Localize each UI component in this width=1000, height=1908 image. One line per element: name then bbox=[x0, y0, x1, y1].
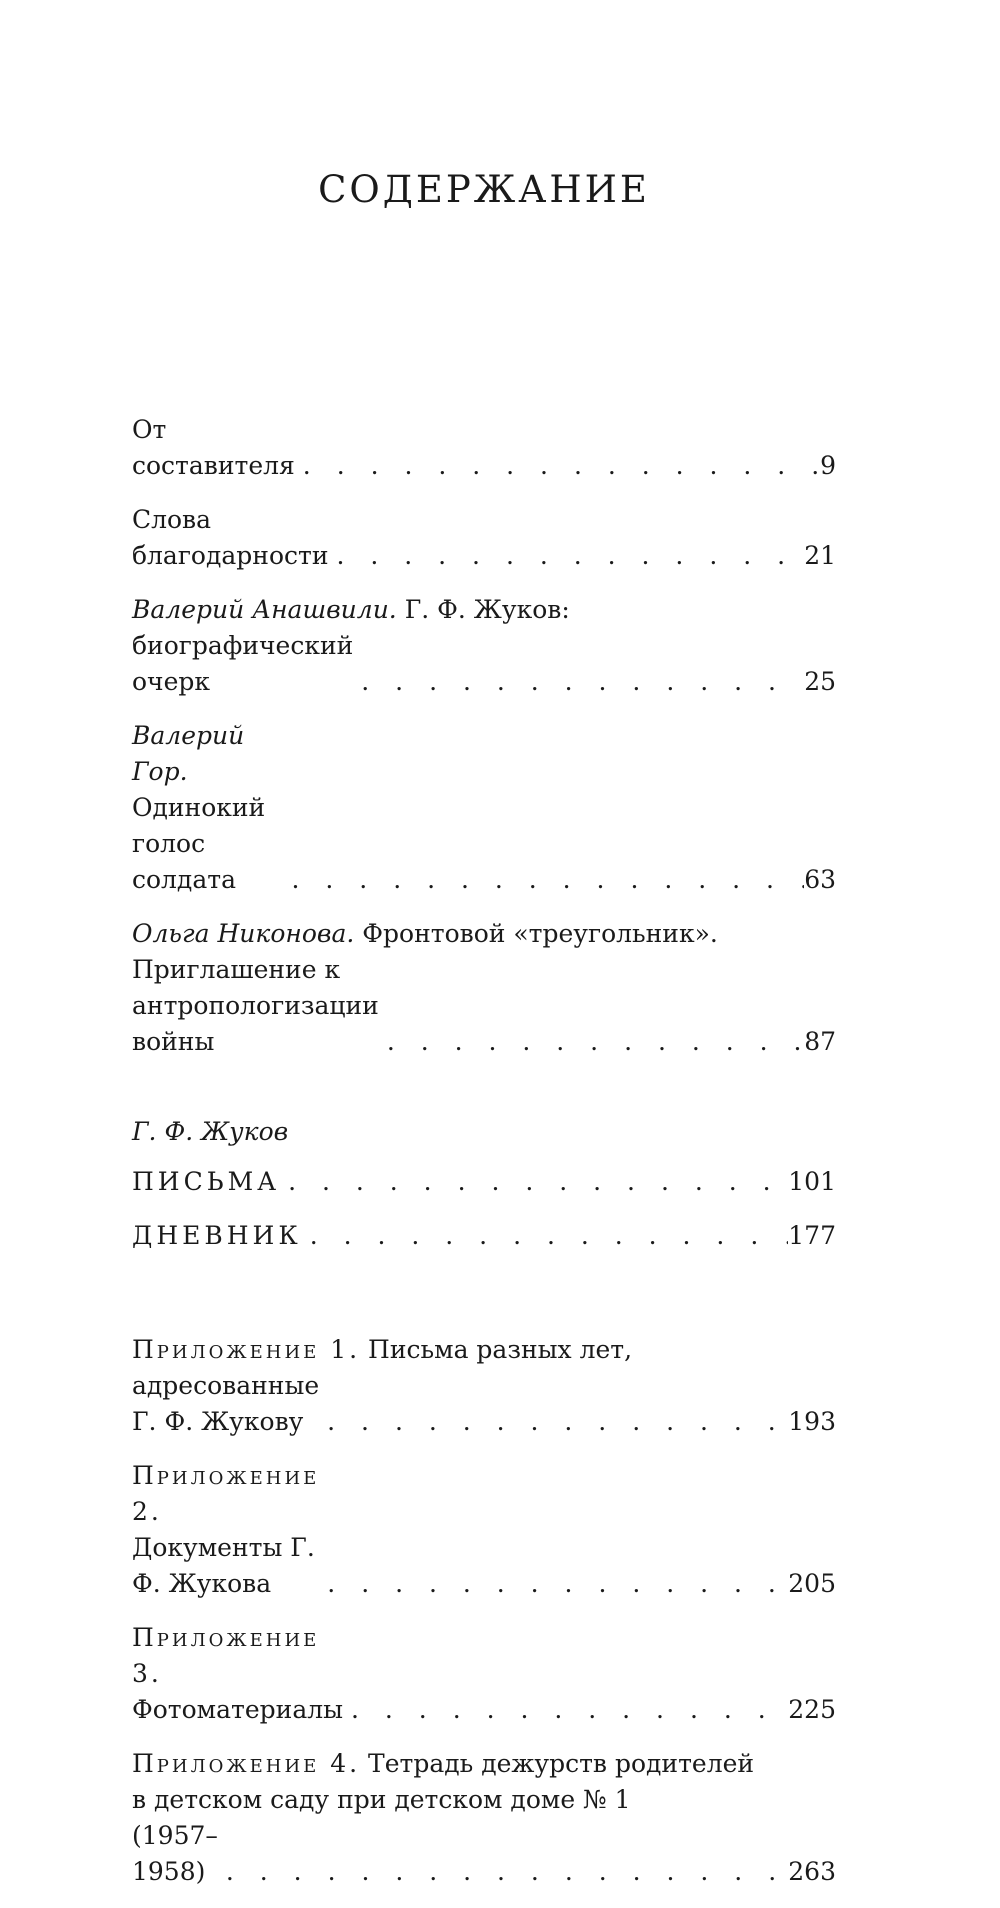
appendix-label: Приложение 4. bbox=[132, 1749, 361, 1778]
toc-entry-title: Документы Г. Ф. Жукова bbox=[132, 1533, 315, 1598]
toc-page-number: 263 bbox=[788, 1857, 836, 1886]
toc-entry-title: Фотоматериалы bbox=[132, 1695, 344, 1724]
toc-entry-appendix-3[interactable] bbox=[132, 1620, 836, 1728]
toc-entry-title: От составителя bbox=[132, 415, 295, 480]
toc-page-number: 225 bbox=[788, 1695, 836, 1724]
dot-leader bbox=[218, 1854, 788, 1890]
toc-entry-appendix-4[interactable] bbox=[132, 1746, 836, 1890]
appendix-label: Приложение 1. bbox=[132, 1335, 361, 1364]
dot-leader bbox=[302, 1218, 789, 1254]
toc-entry-author: Ольга Никонова. bbox=[132, 919, 355, 948]
toc-entry-letters[interactable] bbox=[132, 1164, 836, 1200]
toc-entry-title: ДНЕВНИК bbox=[132, 1221, 302, 1250]
toc-entry-title: Приглашение к антропологизации войны bbox=[132, 955, 379, 1056]
toc-entry-author: Валерий Анашвили. bbox=[132, 595, 397, 624]
toc-entry-appendix-1[interactable] bbox=[132, 1332, 836, 1440]
table-of-contents bbox=[132, 412, 836, 1908]
toc-entry-biographical-essay[interactable] bbox=[132, 592, 836, 700]
dot-leader bbox=[319, 1566, 788, 1602]
toc-entry-title: Одинокий голос солдата bbox=[132, 793, 266, 894]
toc-entry-title: (1957–1958) bbox=[132, 1821, 218, 1886]
toc-entry-title: биографический очерк bbox=[132, 631, 354, 696]
toc-entry-author: Валерий Гор. bbox=[132, 721, 245, 786]
toc-entry-appendix-2[interactable] bbox=[132, 1458, 836, 1602]
toc-entry-compiler[interactable] bbox=[132, 412, 836, 484]
appendix-label: Приложение 2. bbox=[132, 1461, 320, 1526]
dot-leader bbox=[353, 664, 804, 700]
toc-page-number: 193 bbox=[788, 1407, 836, 1436]
toc-entry-title: адресованные Г. Ф. Жукову bbox=[132, 1371, 320, 1436]
toc-entry-title-line1: Г. Ф. Жуков: bbox=[404, 595, 570, 624]
toc-page-number: 21 bbox=[804, 541, 836, 570]
toc-entry-title: Слова благодарности bbox=[132, 505, 329, 570]
dot-leader bbox=[343, 1692, 788, 1728]
toc-entry-acknowledgements[interactable] bbox=[132, 502, 836, 574]
toc-page-number: 101 bbox=[788, 1167, 836, 1196]
dot-leader bbox=[295, 448, 820, 484]
toc-entry-title-line1: Тетрадь дежурств родителей bbox=[368, 1749, 755, 1778]
dot-leader bbox=[284, 862, 805, 898]
toc-page-number: 9 bbox=[820, 451, 836, 480]
toc-page-number: 205 bbox=[788, 1569, 836, 1598]
toc-page-number: 177 bbox=[788, 1221, 836, 1250]
dot-leader bbox=[319, 1404, 788, 1440]
toc-entry-title-line2: в детском саду при детском доме № 1 bbox=[132, 1785, 631, 1814]
dot-leader bbox=[328, 538, 804, 574]
dot-leader bbox=[280, 1164, 788, 1200]
section-author: Г. Ф. Жуков bbox=[132, 1117, 289, 1146]
toc-entry-front-triangle[interactable] bbox=[132, 916, 836, 1060]
toc-entry-title-line1: Фронтовой «треугольник». bbox=[362, 919, 718, 948]
toc-entry-lonely-voice[interactable] bbox=[132, 718, 836, 898]
toc-entry-title: ПИСЬМА bbox=[132, 1167, 281, 1196]
toc-entry-title-line1: Письма разных лет, bbox=[368, 1335, 633, 1364]
toc-entry-diary[interactable] bbox=[132, 1218, 836, 1254]
appendix-label: Приложение 3. bbox=[132, 1623, 320, 1688]
section-spacer bbox=[132, 1272, 836, 1332]
page-title: СОДЕРЖАНИЕ bbox=[318, 168, 650, 211]
dot-leader bbox=[379, 1024, 804, 1060]
toc-page-number: 25 bbox=[804, 667, 836, 696]
toc-page-number: 63 bbox=[804, 865, 836, 894]
toc-page-number: 87 bbox=[804, 1027, 836, 1056]
